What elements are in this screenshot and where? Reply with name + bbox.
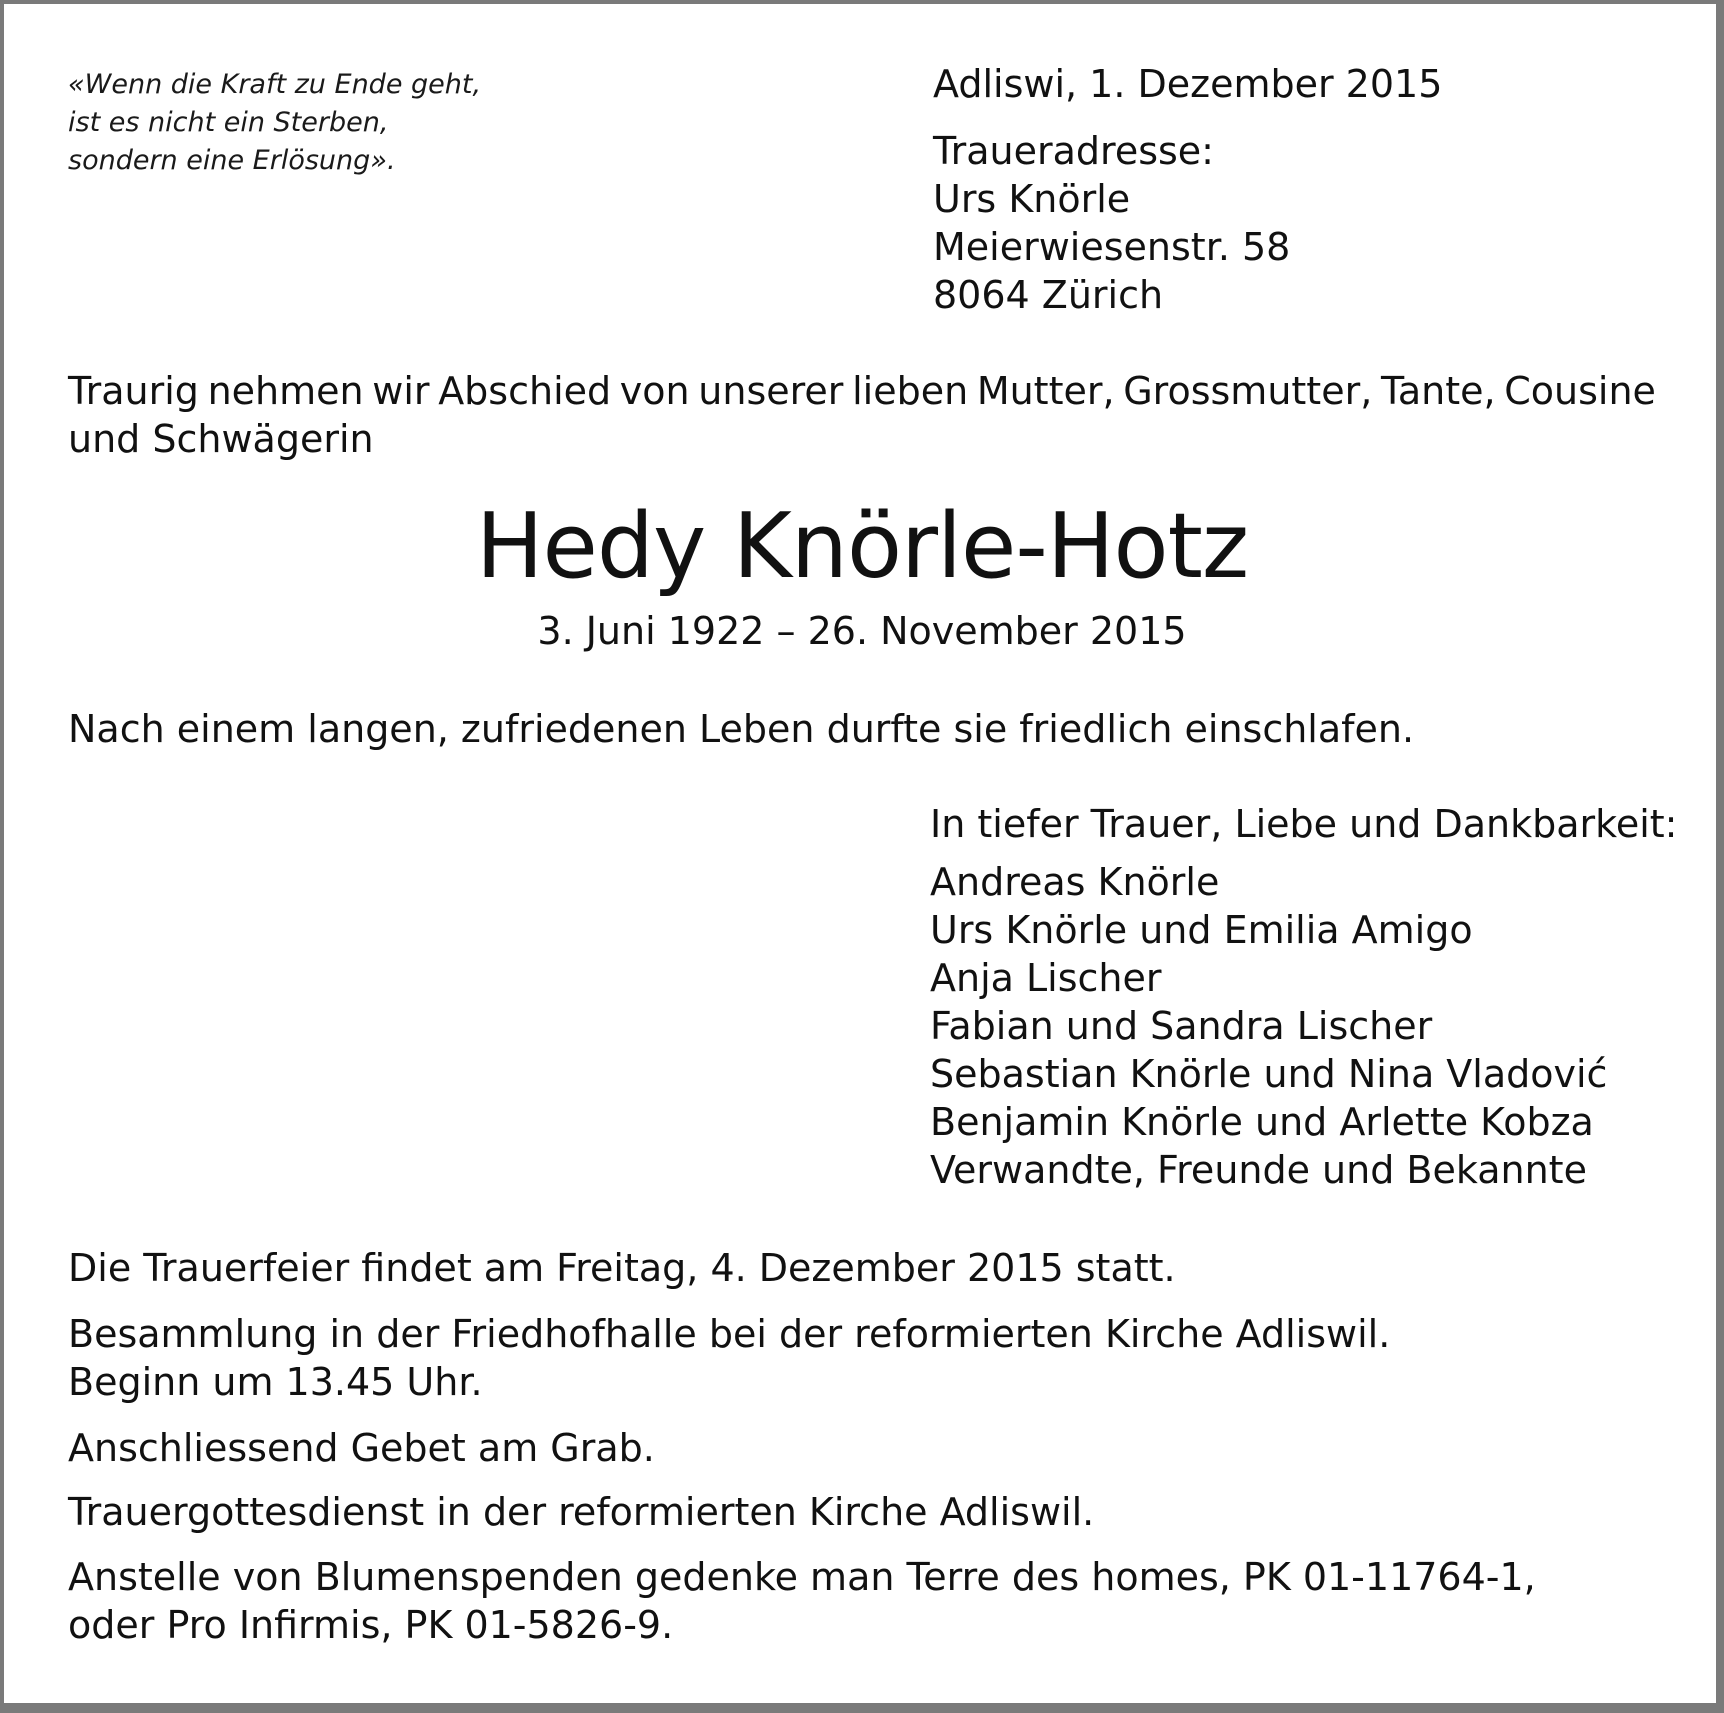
intro-line-2: und Schwägerin bbox=[68, 417, 374, 461]
mourners-list bbox=[930, 858, 1607, 1194]
mourner-name: Sebastian Knörle und Nina Vladović bbox=[930, 1052, 1608, 1096]
service-info bbox=[68, 1488, 1094, 1536]
address-city: 8064 Zürich bbox=[933, 273, 1164, 317]
mourner-name: Anja Lischer bbox=[930, 956, 1162, 1000]
grave-prayer: Anschliessend Gebet am Grab. bbox=[68, 1426, 655, 1470]
quote-line: «Wenn die Kraft zu Ende geht, bbox=[68, 69, 482, 100]
donation-line-1: Anstelle von Blumenspenden gedenke man Terre des homes, PK 01-11764-1, bbox=[68, 1555, 1536, 1599]
ceremony-date: Die Trauerfeier findet am Freitag, 4. Dezember 2015 statt. bbox=[68, 1246, 1176, 1290]
donation-info bbox=[68, 1553, 1536, 1649]
intro-word: Grossmutter, bbox=[1123, 369, 1373, 413]
intro-word: unserer bbox=[698, 369, 844, 413]
epigraph-quote bbox=[68, 66, 481, 180]
intro-word: Tante, bbox=[1380, 369, 1496, 413]
peace-statement: Nach einem langen, zufriedenen Leben durfte sie friedlich einschlafen. bbox=[68, 707, 1415, 751]
intro-word: Mutter, bbox=[976, 369, 1115, 413]
mourning-address bbox=[933, 127, 1290, 319]
quote-line: ist es nicht ein Sterben, bbox=[68, 107, 389, 138]
quote-line: sondern eine Erlösung». bbox=[68, 145, 396, 176]
address-street: Meierwiesenstr. 58 bbox=[933, 225, 1291, 269]
address-label: Traueradresse: bbox=[933, 129, 1214, 173]
place-date: Adliswi, 1. Dezember 2015 bbox=[933, 62, 1443, 106]
mourner-name: Urs Knörle und Emilia Amigo bbox=[930, 908, 1473, 952]
donation-line-2: oder Pro Infirmis, PK 01-5826-9. bbox=[68, 1603, 674, 1647]
intro-word: Cousine bbox=[1504, 369, 1656, 413]
lifespan-dates: 3. Juni 1922 – 26. November 2015 bbox=[537, 609, 1187, 653]
address-name: Urs Knörle bbox=[933, 177, 1131, 221]
intro-word: Abschied bbox=[438, 369, 612, 413]
deceased-name: Hedy Knörle-Hotz bbox=[475, 494, 1249, 599]
gathering-time: Beginn um 13.45 Uhr. bbox=[68, 1360, 483, 1404]
intro-paragraph bbox=[68, 367, 1656, 463]
ceremony-info bbox=[68, 1244, 1176, 1292]
intro-line-1 bbox=[68, 367, 1656, 415]
church-service: Trauergottesdienst in der reformierten Kirche Adliswil. bbox=[68, 1490, 1095, 1534]
mourner-name: Andreas Knörle bbox=[930, 860, 1220, 904]
intro-word: wir bbox=[372, 369, 430, 413]
intro-word: von bbox=[619, 369, 690, 413]
prayer-info bbox=[68, 1424, 655, 1472]
intro-word: nehmen bbox=[207, 369, 364, 413]
mourner-name: Benjamin Knörle und Arlette Kobza bbox=[930, 1100, 1594, 1144]
mourner-name: Fabian und Sandra Lischer bbox=[930, 1004, 1433, 1048]
intro-word: lieben bbox=[852, 369, 969, 413]
gathering-location: Besammlung in der Friedhofhalle bei der reformierten Kirche Adliswil. bbox=[68, 1312, 1391, 1356]
intro-word: Traurig bbox=[68, 369, 199, 413]
mourner-name: Verwandte, Freunde und Bekannte bbox=[930, 1148, 1587, 1192]
gathering-info bbox=[68, 1310, 1390, 1406]
mourners-heading: In tiefer Trauer, Liebe und Dankbarkeit: bbox=[930, 802, 1678, 846]
